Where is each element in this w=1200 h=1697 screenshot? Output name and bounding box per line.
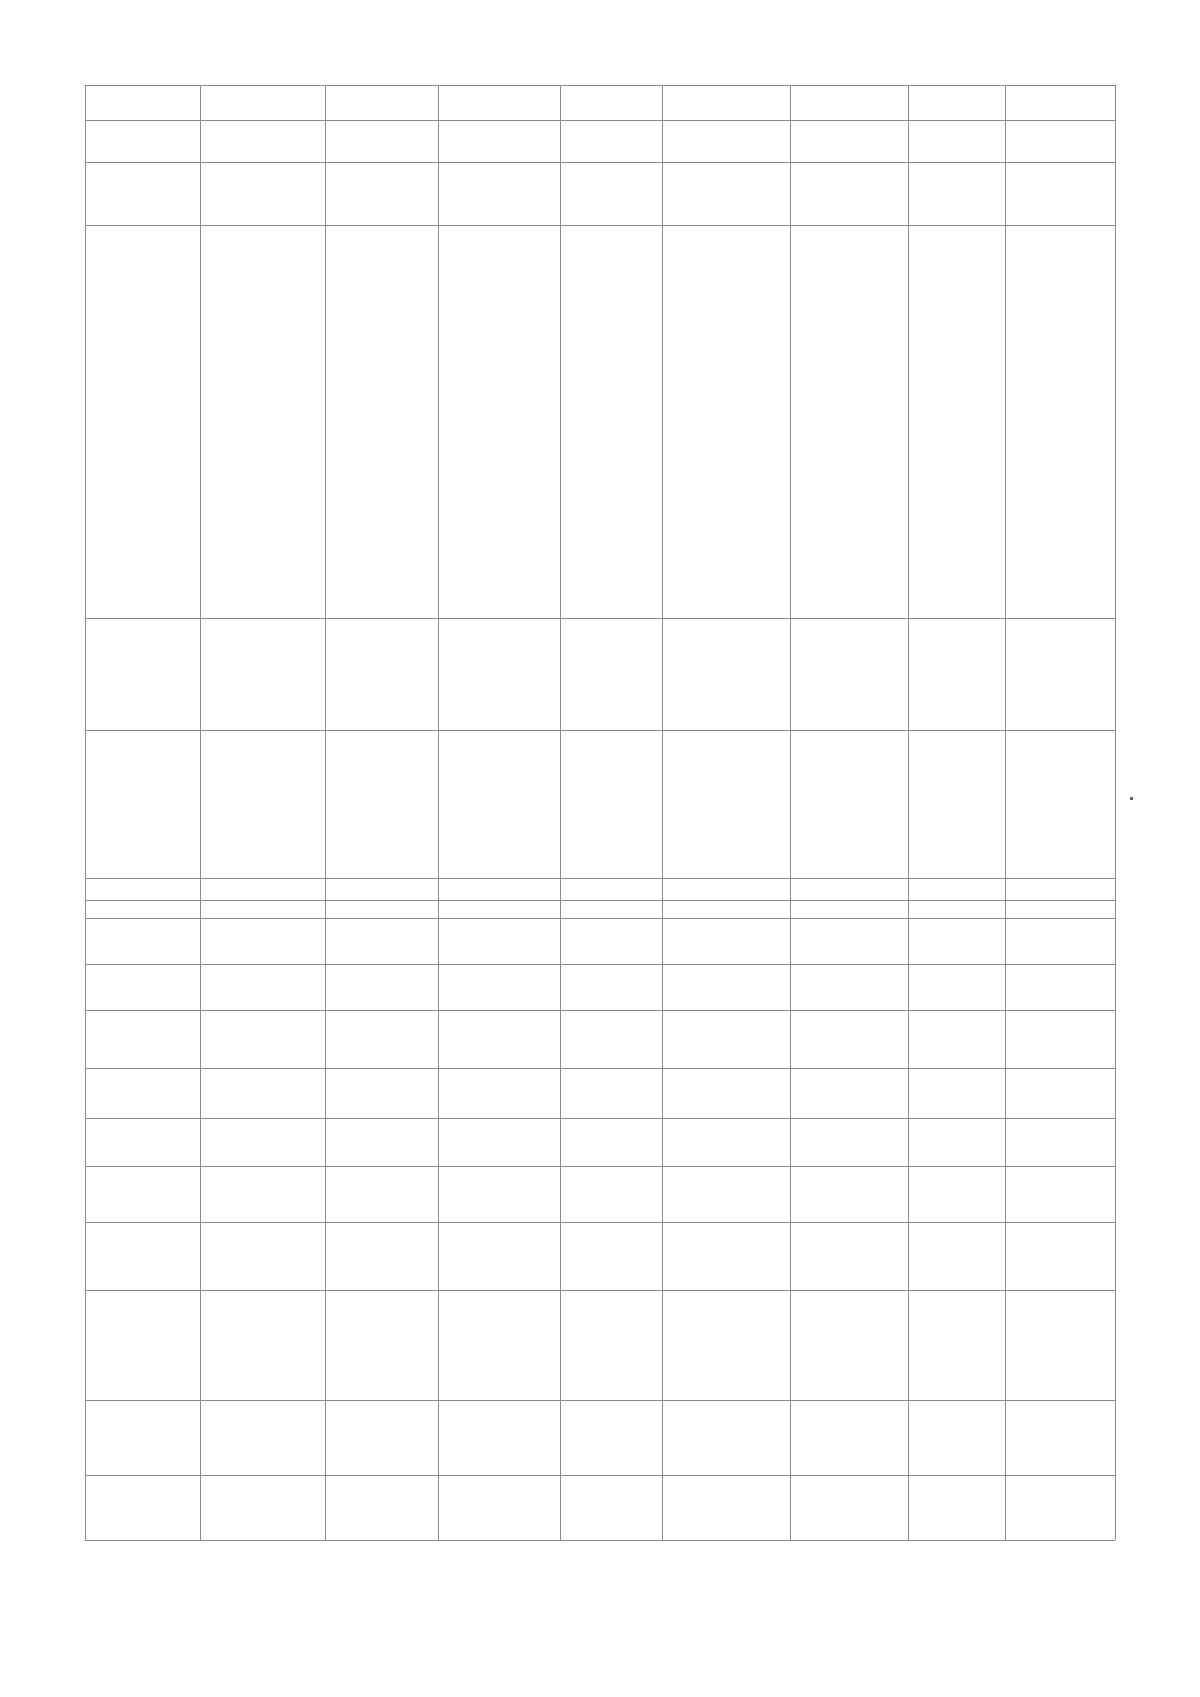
- table-cell: [200, 1118, 325, 1166]
- table-cell: [1005, 1010, 1115, 1068]
- table-cell: [662, 1068, 790, 1118]
- table-cell: [662, 878, 790, 900]
- table-cell: [1005, 618, 1115, 730]
- table-cell: [790, 900, 908, 918]
- table-cell: [790, 1068, 908, 1118]
- table-cell: [85, 964, 200, 1010]
- table-cell: [85, 1166, 200, 1222]
- table-cell: [560, 1166, 662, 1222]
- table-cell: [200, 964, 325, 1010]
- table-cell: [908, 878, 1005, 900]
- table-cell: [325, 730, 438, 878]
- table-cell: [200, 1166, 325, 1222]
- table-cell: [790, 1290, 908, 1400]
- table-cell: [438, 878, 560, 900]
- table-cell: [1005, 730, 1115, 878]
- table-cell: [908, 1166, 1005, 1222]
- table-cell: [85, 900, 200, 918]
- table-cell: [325, 120, 438, 162]
- table-cell: [560, 900, 662, 918]
- table-cell: [1005, 900, 1115, 918]
- table-cell: [1005, 85, 1115, 120]
- table-cell: [662, 225, 790, 618]
- table-cell: [325, 1400, 438, 1475]
- table-cell: [325, 225, 438, 618]
- table-cell: [790, 1010, 908, 1068]
- table-cell: [325, 1290, 438, 1400]
- table-cell: [1005, 878, 1115, 900]
- table-cell: [438, 225, 560, 618]
- table-cell: [790, 162, 908, 225]
- table-cell: [325, 618, 438, 730]
- table-cell: [560, 1118, 662, 1166]
- table-cell: [200, 618, 325, 730]
- table-cell: [200, 120, 325, 162]
- table-cell: [662, 900, 790, 918]
- table-cell: [908, 120, 1005, 162]
- table-cell: [1005, 1400, 1115, 1475]
- table-cell: [908, 730, 1005, 878]
- table-cell: [662, 1400, 790, 1475]
- table-cell: [908, 162, 1005, 225]
- table-cell: [790, 618, 908, 730]
- table-cell: [325, 1222, 438, 1290]
- table-cell: [200, 85, 325, 120]
- table-cell: [85, 162, 200, 225]
- table-cell: [325, 1010, 438, 1068]
- table-cell: [662, 1010, 790, 1068]
- table-cell: [790, 878, 908, 900]
- table-cell: [85, 1118, 200, 1166]
- table-cell: [1005, 120, 1115, 162]
- table-cell: [325, 1068, 438, 1118]
- table-cell: [85, 1222, 200, 1290]
- table-cell: [325, 85, 438, 120]
- table-cell: [85, 918, 200, 964]
- table-cell: [85, 1290, 200, 1400]
- table-cell: [662, 618, 790, 730]
- table-cell: [438, 85, 560, 120]
- table-cell: [1005, 1290, 1115, 1400]
- table-cell: [662, 964, 790, 1010]
- table-cell: [200, 1290, 325, 1400]
- table-cell: [662, 1118, 790, 1166]
- table-cell: [790, 225, 908, 618]
- table-cell: [325, 1118, 438, 1166]
- table-cell: [438, 1400, 560, 1475]
- table-cell: [438, 900, 560, 918]
- table-cell: [662, 1290, 790, 1400]
- table-cell: [662, 120, 790, 162]
- table-cell: [85, 85, 200, 120]
- table-cell: [85, 730, 200, 878]
- table-cell: [908, 918, 1005, 964]
- table-cell: [85, 225, 200, 618]
- scan-speck: [1130, 797, 1133, 800]
- table-cell: [662, 730, 790, 878]
- table-cell: [438, 1118, 560, 1166]
- table-cell: [560, 85, 662, 120]
- table-cell: [790, 1166, 908, 1222]
- table-cell: [325, 918, 438, 964]
- table-cell: [560, 225, 662, 618]
- table-cell: [85, 1400, 200, 1475]
- table-cell: [908, 1222, 1005, 1290]
- table-cell: [325, 964, 438, 1010]
- table-cell: [325, 1166, 438, 1222]
- table-cell: [1005, 1118, 1115, 1166]
- table-cell: [85, 1068, 200, 1118]
- table-cell: [560, 878, 662, 900]
- table-cell: [200, 730, 325, 878]
- table-cell: [200, 900, 325, 918]
- table-column-rule: [85, 1475, 1115, 1476]
- table-cell: [200, 1222, 325, 1290]
- table-cell: [438, 1166, 560, 1222]
- table-cell: [560, 1400, 662, 1475]
- table-cell: [790, 730, 908, 878]
- table-cell: [790, 964, 908, 1010]
- table-cell: [85, 120, 200, 162]
- table-cell: [438, 618, 560, 730]
- table-cell: [560, 730, 662, 878]
- table-cell: [908, 1400, 1005, 1475]
- table-cell: [560, 618, 662, 730]
- table-cell: [908, 964, 1005, 1010]
- table-cell: [85, 878, 200, 900]
- table-cell: [200, 878, 325, 900]
- table-cell: [908, 225, 1005, 618]
- table-cell: [790, 1400, 908, 1475]
- table-cell: [438, 1222, 560, 1290]
- table-cell: [438, 162, 560, 225]
- table-cell: [560, 918, 662, 964]
- table-cell: [1005, 964, 1115, 1010]
- table-cell: [1005, 1166, 1115, 1222]
- table-cell: [908, 85, 1005, 120]
- table-cell: [560, 1290, 662, 1400]
- table-cell: [790, 1118, 908, 1166]
- table-cell: [662, 918, 790, 964]
- table-cell: [325, 878, 438, 900]
- table-cell: [1005, 918, 1115, 964]
- table-cell: [200, 1010, 325, 1068]
- table-cell: [790, 85, 908, 120]
- table-cell: [438, 730, 560, 878]
- table-cell: [560, 162, 662, 225]
- table-cell: [438, 1290, 560, 1400]
- table-cell: [1005, 162, 1115, 225]
- table-cell: [200, 162, 325, 225]
- table-cell: [1005, 1222, 1115, 1290]
- table-cell: [1005, 1068, 1115, 1118]
- table-cell: [662, 162, 790, 225]
- table-cell: [200, 918, 325, 964]
- table-row-rule: [1115, 85, 1116, 1540]
- table-cell: [908, 618, 1005, 730]
- table-cell: [790, 918, 908, 964]
- table-cell: [438, 964, 560, 1010]
- table-cell: [560, 1068, 662, 1118]
- table-cell: [908, 1290, 1005, 1400]
- table-cell: [908, 1010, 1005, 1068]
- table-cell: [908, 900, 1005, 918]
- table-cell: [1005, 225, 1115, 618]
- table-cell: [85, 1010, 200, 1068]
- table-cell: [790, 120, 908, 162]
- table-cell: [438, 1010, 560, 1068]
- table-cell: [560, 964, 662, 1010]
- table-cell: [85, 618, 200, 730]
- table-cell: [908, 1068, 1005, 1118]
- table-cell: [438, 918, 560, 964]
- table-cell: [325, 900, 438, 918]
- table-cell: [560, 1010, 662, 1068]
- table-cell: [662, 85, 790, 120]
- table-cell: [325, 162, 438, 225]
- table-cell: [662, 1222, 790, 1290]
- table-cell: [560, 1222, 662, 1290]
- table-cell: [560, 120, 662, 162]
- table-cell: [438, 1068, 560, 1118]
- table-cell: [200, 1068, 325, 1118]
- table-cell: [662, 1166, 790, 1222]
- table-cell: [200, 1400, 325, 1475]
- table-cell: [790, 1222, 908, 1290]
- table-cell: [200, 225, 325, 618]
- table-cell: [438, 120, 560, 162]
- table-cell: [908, 1118, 1005, 1166]
- table-column-rule: [85, 1540, 1115, 1541]
